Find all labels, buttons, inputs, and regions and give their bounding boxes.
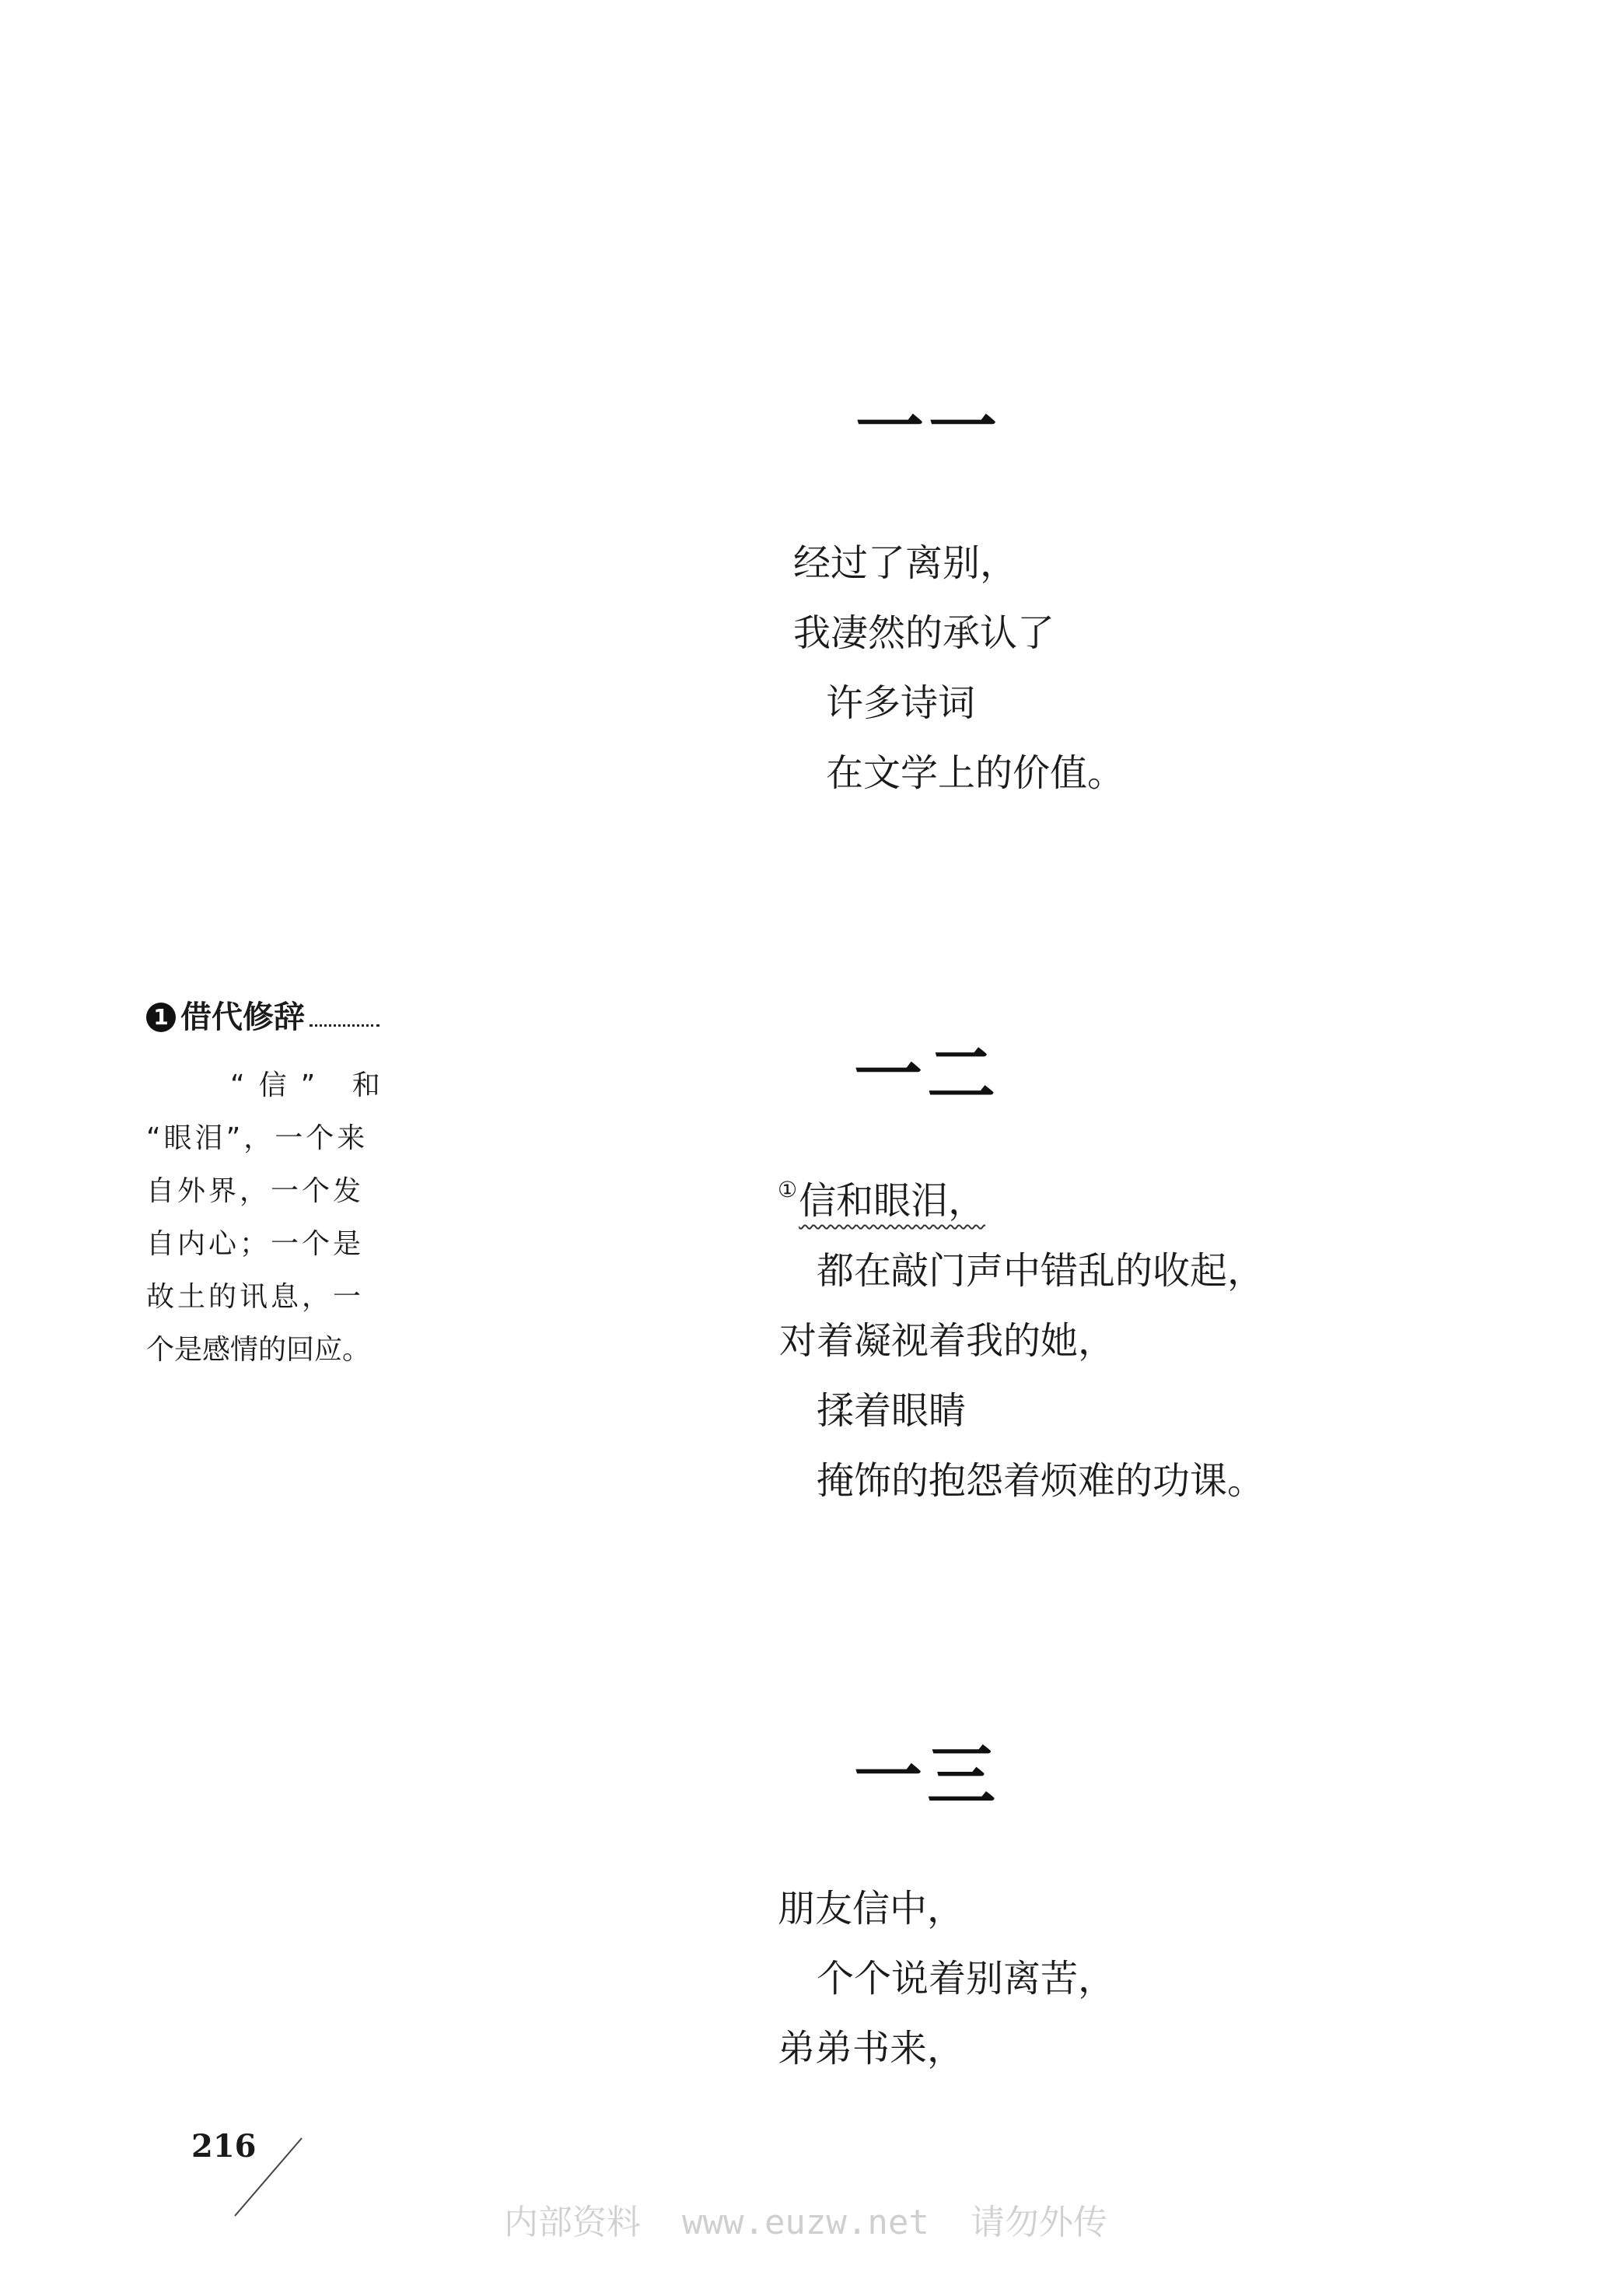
watermark-text: 内部资料 www.euzw.net 请勿外传 [504,2203,1107,2242]
annotation-line: “眼泪”，一个来 [146,1122,369,1154]
poem-line: 我凄然的承认了 [793,611,1055,655]
poem-line: 许多诗词 [826,681,976,725]
annotation-line: 个是感情的回应。 [146,1334,371,1366]
page-number: 216 [191,2128,257,2165]
poem-line: 弟弟书来， [778,2027,965,2070]
dotted-leader [310,1024,380,1027]
annotation-line: “信” 和 [230,1069,394,1101]
poem-line: 经过了离别， [793,541,1018,585]
annotation-title [146,999,380,1035]
annotation-line: 故土的讯息，一 [146,1281,365,1313]
poem-line: 朋友信中， [778,1887,965,1930]
poem-line: 个个说着别离苦， [817,1957,1116,2000]
footnote-marker: ① [778,1177,798,1202]
section-heading-13: 一三 [854,1736,1001,1816]
wavy-underlined-text: 信和眼泪， [799,1179,986,1223]
annotation-line: 自外界，一个发 [146,1175,365,1207]
poem-line: 对着凝视着我的她， [779,1319,1116,1363]
poem-line: 在文学上的价值。 [826,751,1125,795]
poem-line: 都在敲门声中错乱的收起， [817,1249,1265,1293]
poem-line-annotated [778,1177,986,1223]
poem-line: 掩饰的抱怨着烦难的功课。 [817,1459,1265,1503]
section-heading-11: 一一 [855,387,1002,467]
annotation-title-text: 借代修辞 [180,999,305,1035]
poem-line: 揉着眼睛 [817,1389,967,1433]
section-heading-12: 一二 [854,1034,1001,1115]
page-number-slash [230,2135,308,2221]
annotation-line: 自内心；一个是 [146,1228,365,1260]
annotation-number-badge: 1 [146,1003,176,1032]
